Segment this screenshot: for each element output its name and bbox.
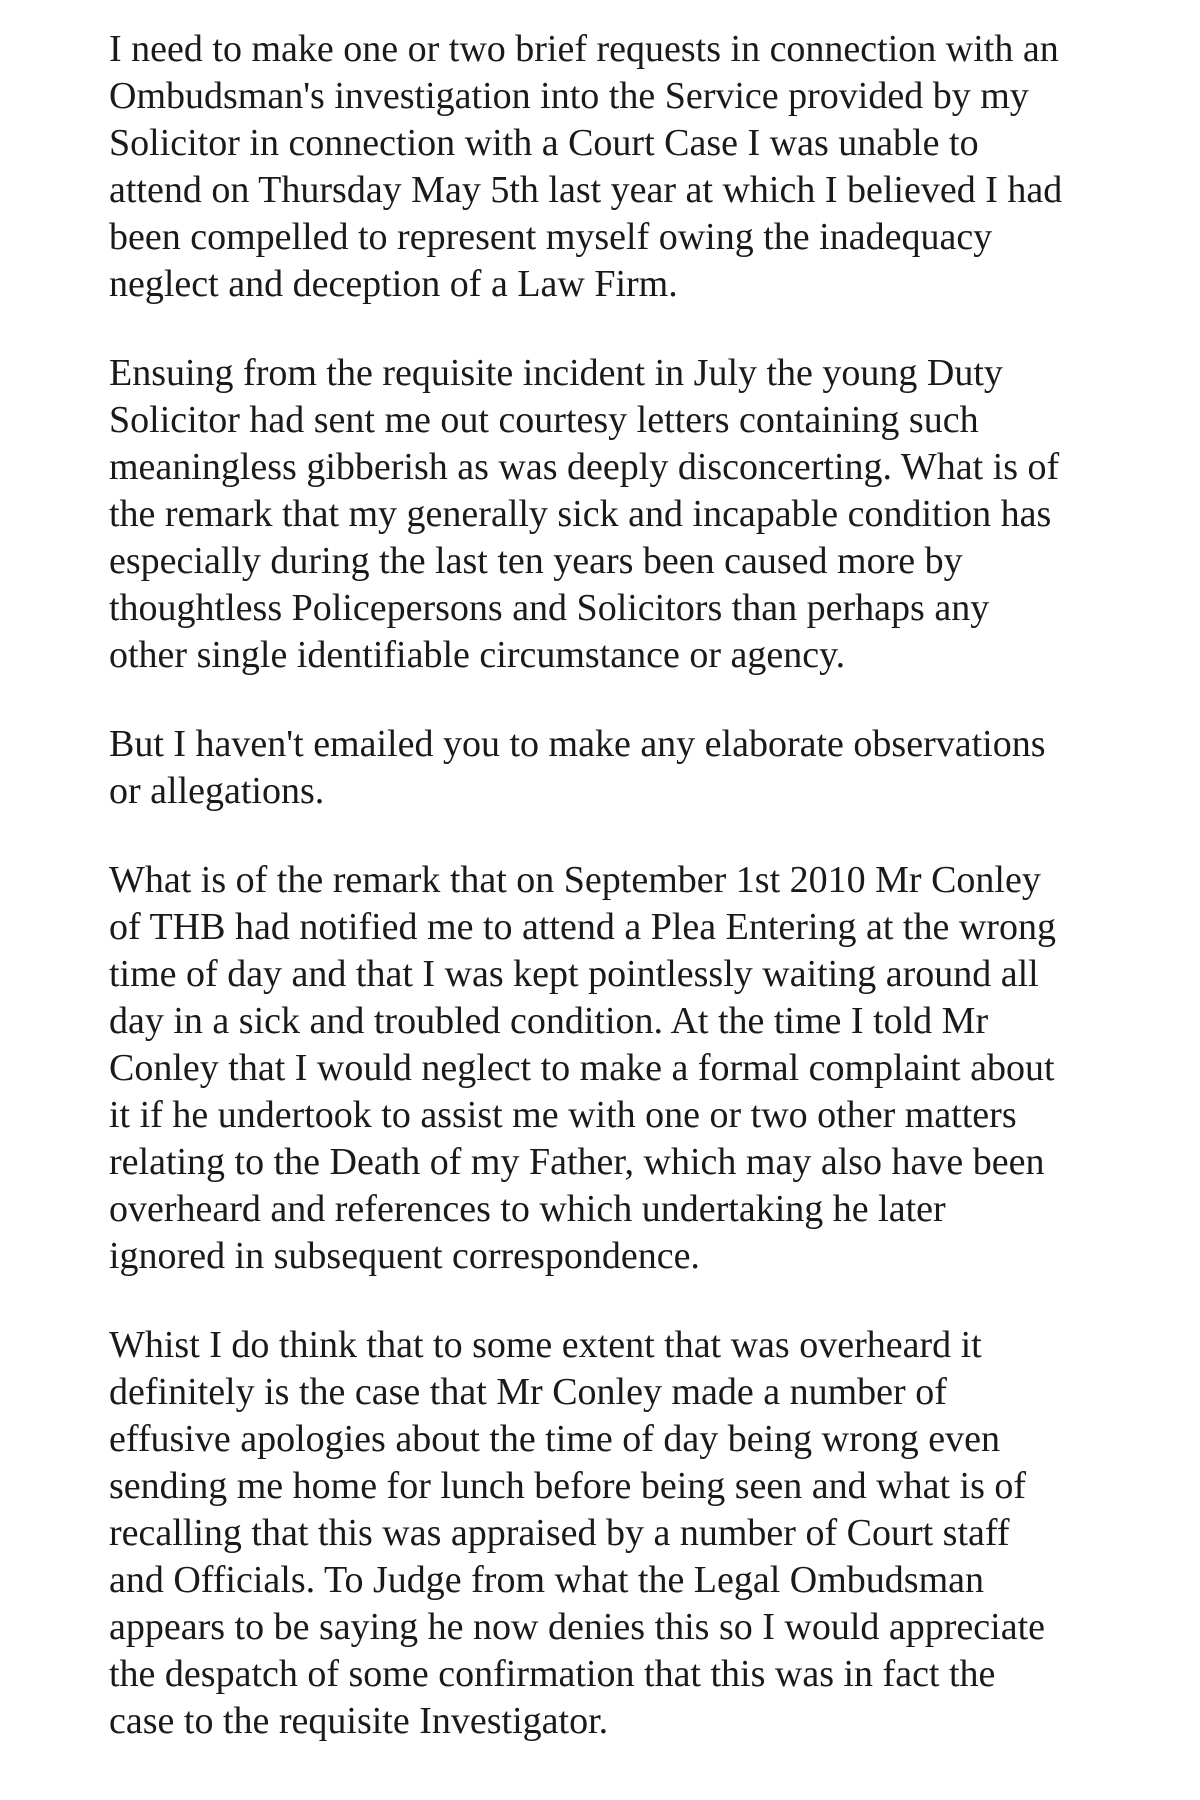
text-line: sending me home for lunch before being seen and what is of — [109, 1465, 1027, 1507]
text-line: or allegations. — [109, 770, 325, 812]
paragraph-3 — [109, 721, 1119, 815]
paragraph-2 — [109, 350, 1119, 679]
text-line: Ombudsman's investigation into the Service provided by my — [109, 75, 1029, 117]
text-line: definitely is the case that Mr Conley made a number of — [109, 1371, 947, 1413]
text-line: of THB had notified me to attend a Plea Entering at the wrong — [109, 906, 1056, 948]
letter-body — [109, 26, 1119, 1787]
paragraph-4 — [109, 857, 1119, 1280]
text-line: Solicitor had sent me out courtesy letters containing such — [109, 399, 979, 441]
text-line: effusive apologies about the time of day being wrong even — [109, 1418, 1000, 1460]
text-line: meaningless gibberish as was deeply disconcerting. What is of — [109, 446, 1060, 488]
text-line: day in a sick and troubled condition. At the time I told Mr — [109, 1000, 989, 1042]
text-line: Ensuing from the requisite incident in July the young Duty — [109, 352, 1003, 394]
text-line: Conley that I would neglect to make a formal complaint about — [109, 1047, 1055, 1089]
text-line: especially during the last ten years been caused more by — [109, 540, 963, 582]
text-line: appears to be saying he now denies this so I would appreciate — [109, 1606, 1046, 1648]
text-line: attend on Thursday May 5th last year at which I believed I had — [109, 169, 1063, 211]
text-line: case to the requisite Investigator. — [109, 1700, 609, 1742]
text-line: been compelled to represent myself owing the inadequacy — [109, 216, 993, 258]
text-line: relating to the Death of my Father, which may also have been — [109, 1141, 1045, 1183]
text-line: ignored in subsequent correspondence. — [109, 1235, 700, 1277]
paragraph-1 — [109, 26, 1119, 308]
text-line: time of day and that I was kept pointlessly waiting around all — [109, 953, 1039, 995]
text-line: other single identifiable circumstance or agency. — [109, 634, 846, 676]
text-line: it if he undertook to assist me with one or two other matters — [109, 1094, 1017, 1136]
paragraph-5 — [109, 1322, 1119, 1745]
text-line: Solicitor in connection with a Court Case I was unable to — [109, 122, 979, 164]
text-line: the remark that my generally sick and incapable condition has — [109, 493, 1052, 535]
text-line: neglect and deception of a Law Firm. — [109, 263, 678, 305]
text-line: What is of the remark that on September 1st 2010 Mr Conley — [109, 859, 1041, 901]
text-line: I need to make one or two brief requests in connection with an — [109, 28, 1059, 70]
text-line: thoughtless Policepersons and Solicitors than perhaps any — [109, 587, 990, 629]
text-line: overheard and references to which undertaking he later — [109, 1188, 946, 1230]
text-line: But I haven't emailed you to make any elaborate observations — [109, 723, 1046, 765]
text-line: the despatch of some confirmation that this was in fact the — [109, 1653, 996, 1695]
text-line: Whist I do think that to some extent that was overheard it — [109, 1324, 982, 1366]
text-line: recalling that this was appraised by a number of Court staff — [109, 1512, 1010, 1554]
text-line: and Officials. To Judge from what the Legal Ombudsman — [109, 1559, 985, 1601]
